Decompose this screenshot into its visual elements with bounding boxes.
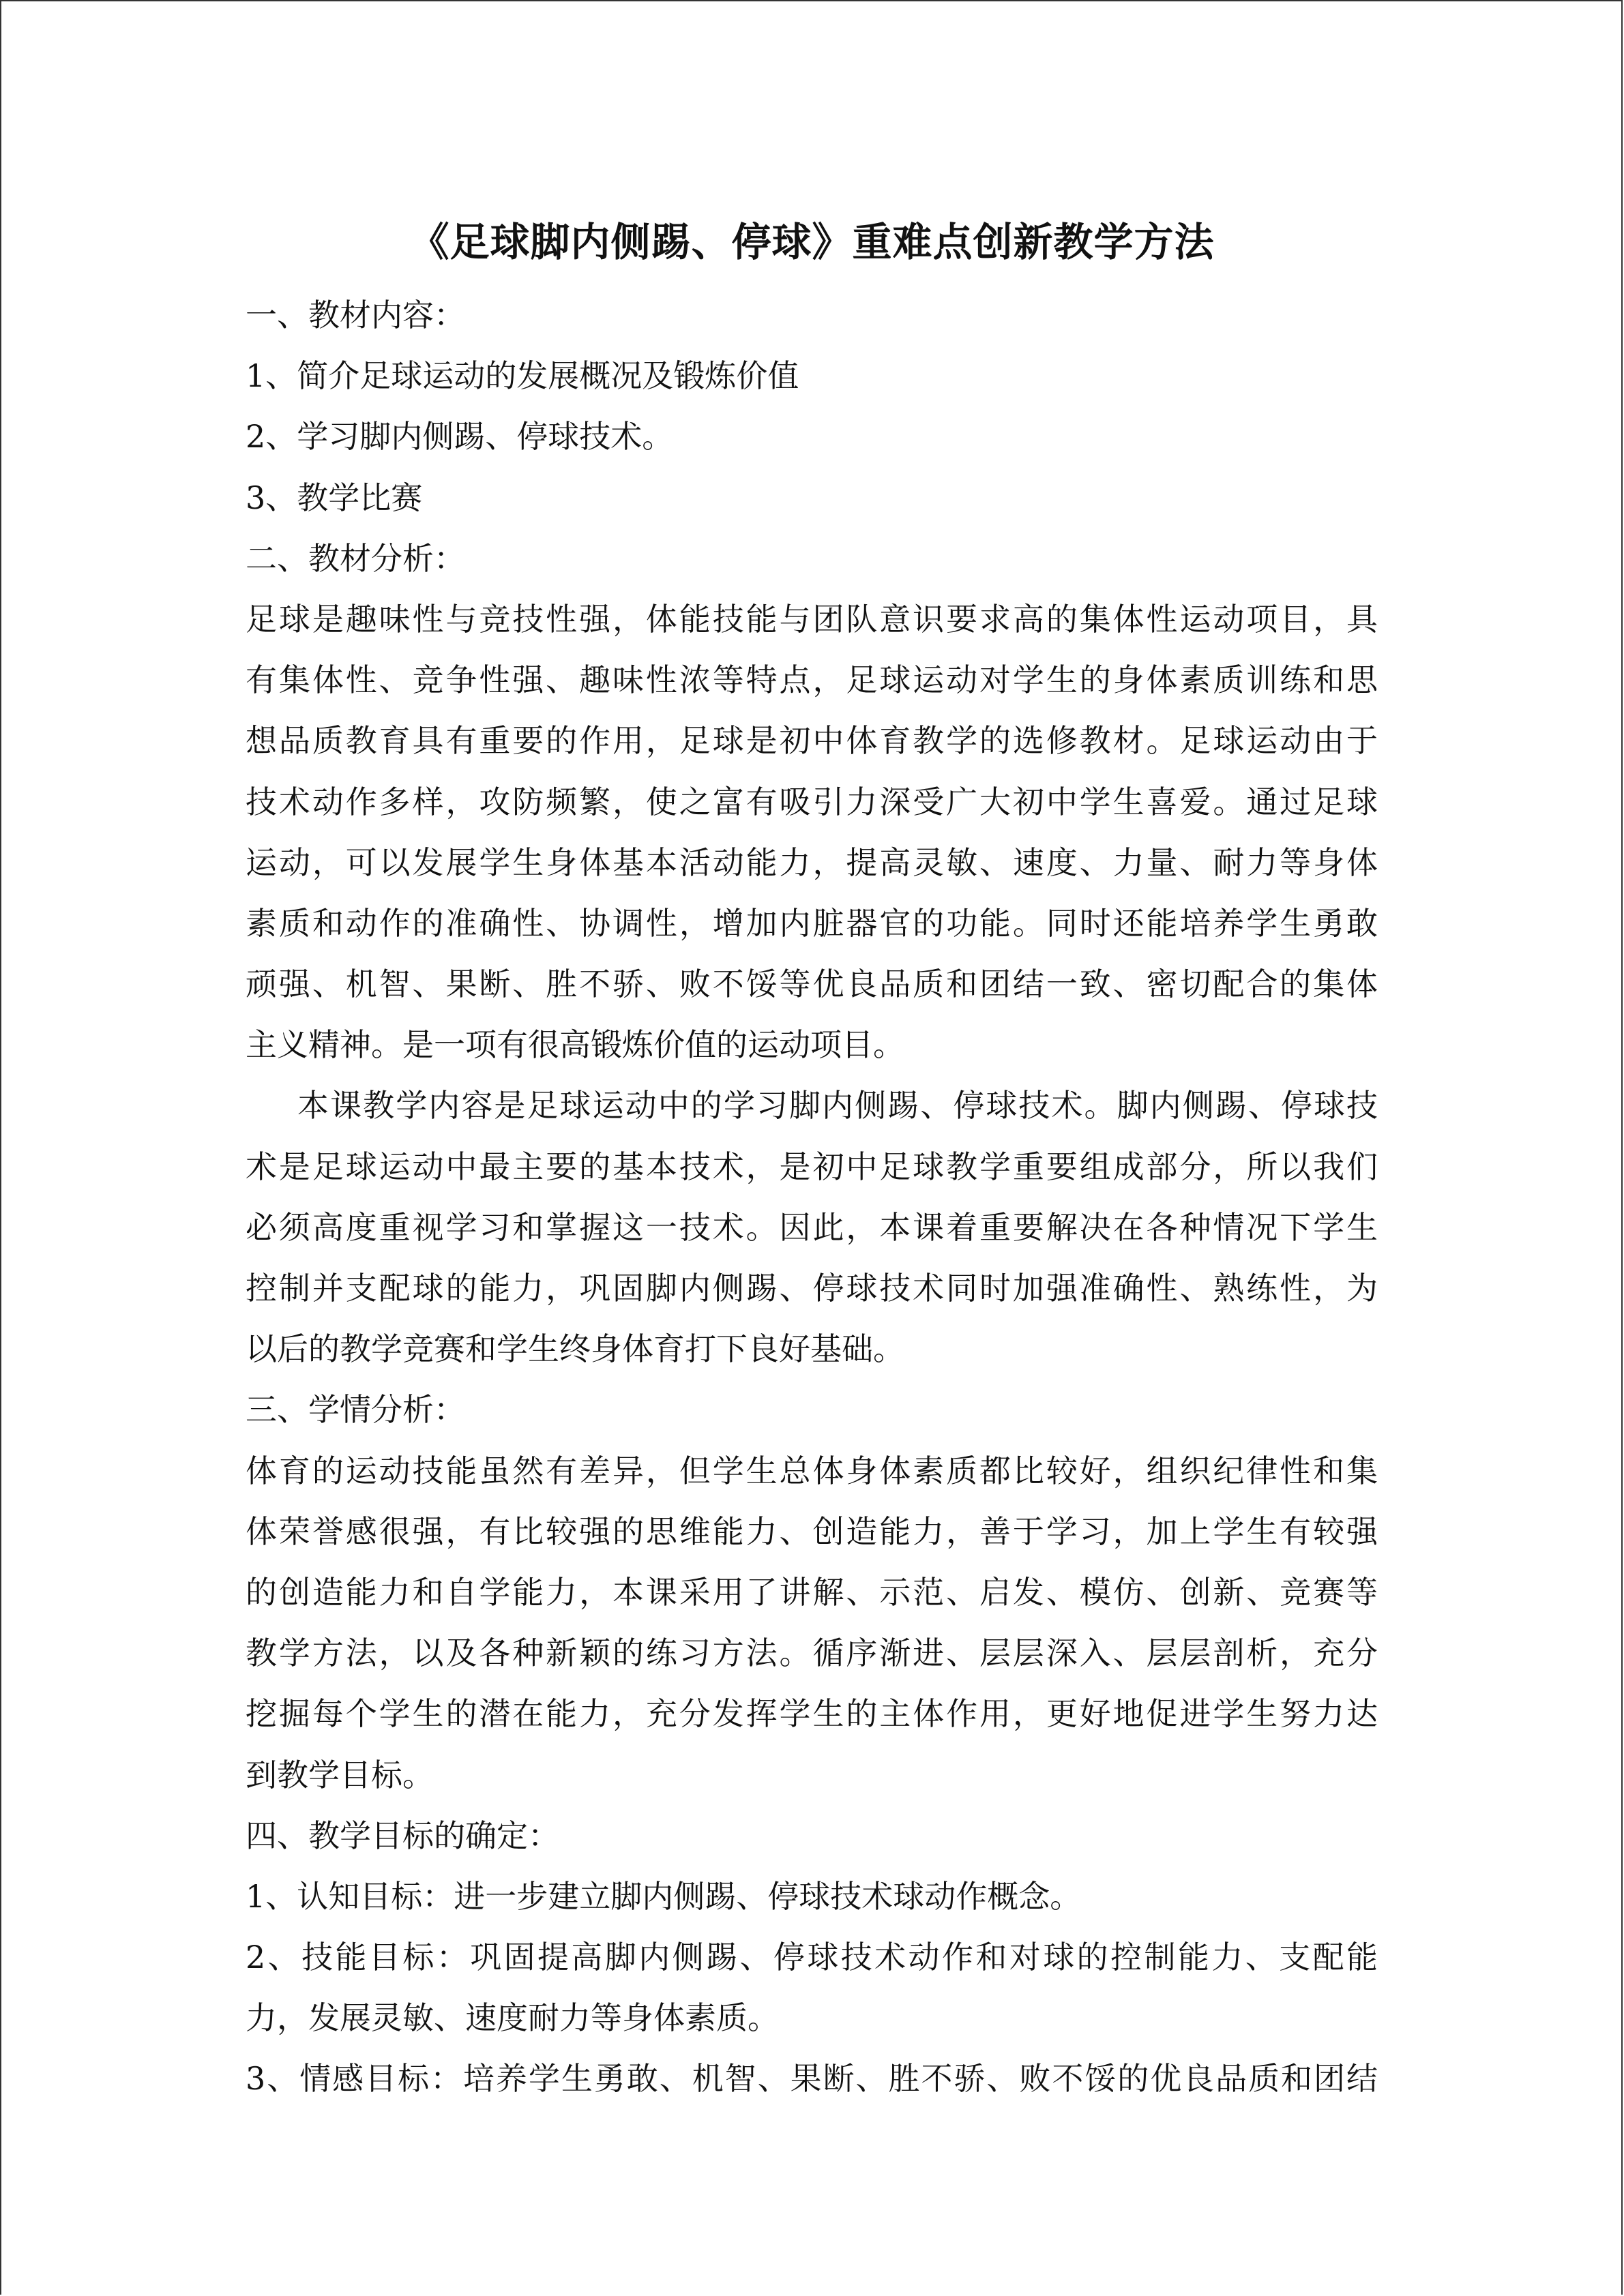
list-item: 3、教学比赛: [246, 479, 423, 516]
paragraph-line: 本课教学内容是足球运动中的学习脚内侧踢、停球技术。脚内侧踢、停球技: [297, 1087, 1378, 1124]
paragraph-line: 运动，可以发展学生身体基本活动能力，提高灵敏、速度、力量、耐力等身体: [246, 844, 1378, 881]
paragraph-line: 足球是趣味性与竞技性强，体能技能与团队意识要求高的集体性运动项目，具: [246, 600, 1378, 638]
list-item: 1、认知目标：进一步建立脚内侧踢、停球技术球动作概念。: [246, 1877, 1082, 1915]
paragraph-line: 技术动作多样，攻防频繁，使之富有吸引力深受广大初中学生喜爱。通过足球: [246, 783, 1378, 820]
section-heading-learners: 三、学情分析：: [246, 1391, 465, 1429]
paragraph-line: 教学方法，以及各种新颖的练习方法。循序渐进、层层深入、层层剖析，充分: [246, 1635, 1378, 1672]
paragraph-line: 素质和动作的准确性、协调性，增加内脏器官的功能。同时还能培养学生勇敢: [246, 904, 1378, 942]
list-item: 2、学习脚内侧踢、停球技术。: [246, 418, 674, 456]
paragraph-line: 想品质教育具有重要的作用，足球是初中体育教学的选修教材。足球运动由于: [246, 722, 1378, 760]
paragraph-line: 有集体性、竞争性强、趣味性浓等特点，足球运动对学生的身体素质训练和思: [246, 661, 1378, 699]
section-heading-analysis: 二、教材分析：: [246, 539, 465, 577]
list-item: 1、简介足球运动的发展概况及锻炼价值: [246, 357, 799, 395]
paragraph-line: 控制并支配球的能力，巩固脚内侧踢、停球技术同时加强准确性、熟练性，为: [246, 1270, 1378, 1307]
paragraph-line: 主义精神。是一项有很高锻炼价值的运动项目。: [246, 1026, 904, 1064]
paragraph-line: 挖掘每个学生的潜在能力，充分发挥学生的主体作用，更好地促进学生努力达: [246, 1695, 1378, 1733]
document-body: [246, 285, 1378, 2110]
list-item: 2、技能目标：巩固提高脚内侧踢、停球技术动作和对球的控制能力、支配能: [246, 1939, 1378, 1976]
section-heading-materials: 一、教材内容：: [246, 297, 465, 333]
paragraph-line: 体荣誉感很强，有比较强的思维能力、创造能力，善于学习，加上学生有较强: [246, 1512, 1378, 1550]
paragraph-line: 术是足球运动中最主要的基本技术，是初中足球教学重要组成部分，所以我们: [246, 1148, 1378, 1185]
paragraph-line: 到教学目标。: [246, 1756, 434, 1793]
document-title: 《足球脚内侧踢、停球》重难点创新教学方法: [409, 219, 1215, 265]
paragraph-line: 以后的教学竞赛和学生终身体育打下良好基础。: [246, 1330, 904, 1368]
list-item: 3、情感目标：培养学生勇敢、机智、果断、胜不骄、败不馁的优良品质和团结: [246, 2060, 1378, 2098]
section-heading-objectives: 四、教学目标的确定：: [246, 1817, 559, 1854]
list-item: 力，发展灵敏、速度耐力等身体素质。: [246, 1999, 779, 2037]
paragraph-line: 必须高度重视学习和掌握这一技术。因此，本课着重要解决在各种情况下学生: [246, 1208, 1378, 1246]
paragraph-line: 体育的运动技能虽然有差异，但学生总体身体素质都比较好，组织纪律性和集: [246, 1452, 1378, 1489]
paragraph-line: 顽强、机智、果断、胜不骄、败不馁等优良品质和团结一致、密切配合的集体: [246, 966, 1378, 1003]
paragraph-line: 的创造能力和自学能力，本课采用了讲解、示范、启发、模仿、创新、竞赛等: [246, 1573, 1378, 1611]
